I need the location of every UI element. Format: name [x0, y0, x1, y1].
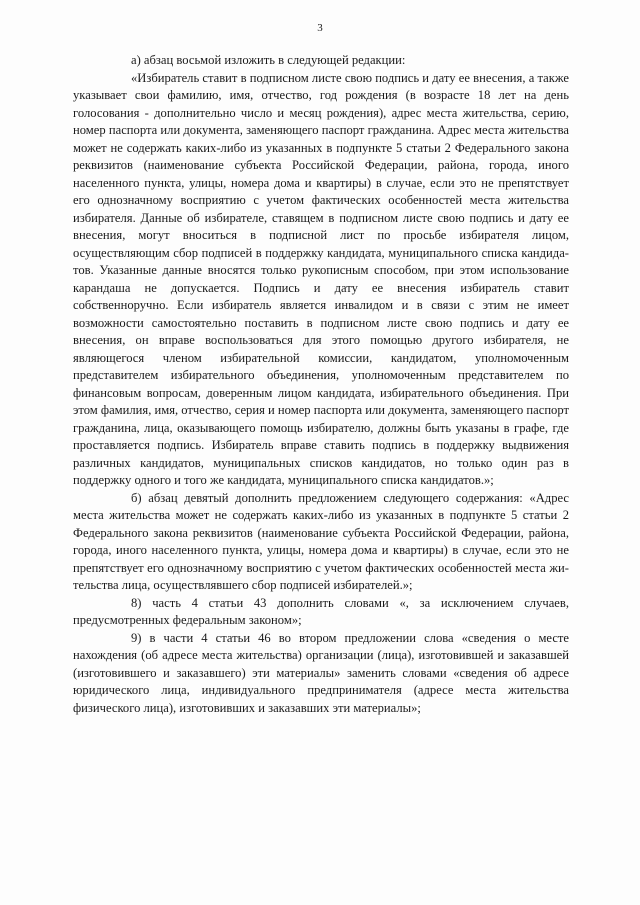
paragraph-8: 8) часть 4 статьи 43 дополнить словами «, за исключением случаев, предусмотренных федеральным законом»; — [73, 595, 569, 627]
paragraph-7b: б) абзац девятый дополнить предложением следующего содержания: «Адрес места жительства может не содержать каких-либо из указанных в подпункте 5 статьи 2 Федерального закона реквизитов (наименование субъекта Российской Федерации, района, города, иного населенного пункта, улицы, номера дома и квартиры) в случае, если это не препятствует его однозначному восприятию с учетом фактических особенностей места жительства лица, осуществлявшего сбор подписей избирателей.»; — [73, 490, 569, 592]
page-number: 3 — [317, 22, 323, 34]
paragraph-7a-intro: а) абзац восьмой изложить в следующей редакции: — [131, 53, 406, 67]
document-body — [73, 52, 569, 717]
paragraph-9: 9) в части 4 статьи 46 во втором предложении слова «сведения о месте нахождения (об адресе места жительства) организации (лица), изготовившей и заказавшей (изготовившего и заказавшего) эти материалы» заменить словами «сведения об адресе юридического лица, индивидуального предпринимателя (адресе места жительства физического лица), изготовивших и заказавших эти материалы»; — [73, 630, 569, 715]
paragraph-7a-text: «Избиратель ставит в подписном листе свою подпись и дату ее внесения, а также указывает свои фамилию, имя, отчество, год рождения (в возрасте 18 лет на день голосования - дополнительно число и месяц рождения), адрес места жительства, серию, номер паспорта или документа, заменяющего паспорт гражданина. Адрес места жительства может не содержать каких-либо из указанных в подпункте 5 статьи 2 Федерального закона реквизитов (наименование субъекта Российской Федерации, района, города, иного населенного пункта, улицы, номера дома и квартиры) в случае, если это не препятствует его однозначному восприятию с учетом фактических особенностей места жительства избирателя. Данные об избирателе, ставящем в подписном листе свою подпись и дату ее внесения, могут вноситься в подписной лист по просьбе избирателя лицом, осуществляющим сбор подписей в поддержку кандидата, муниципального списка кандидатов. Указанные данные вносятся только рукописным способом, при этом использование карандаша не допускается. Подпись и дату ее внесения избиратель ставит собственноручно. Если избиратель является инвалидом и в связи с этим не имеет возможности самостоятельно поставить в подписном листе свою подпись и дату ее внесения, он вправе воспользоваться для этого помощью другого избирателя, не являющегося членом избирательной комиссии, кандидатом, уполномоченным представителем избирательного объединения, уполномоченным представителем по финансовым вопросам, доверенным лицом кандидата, избирательного объединения. При этом фамилия, имя, отчество, серия и номер паспорта или документа, заменяющего паспорт гражданина, лица, оказывающего помощь избирателю, должны быть указаны в графе, где проставляется подпись. Избиратель вправе ставить подпись в поддержку выдвижения различных кандидатов, муниципальных списков кандидатов, но только один раз в поддержку одного и того же кандидата, муниципального списка кандидатов.»; — [73, 70, 569, 487]
